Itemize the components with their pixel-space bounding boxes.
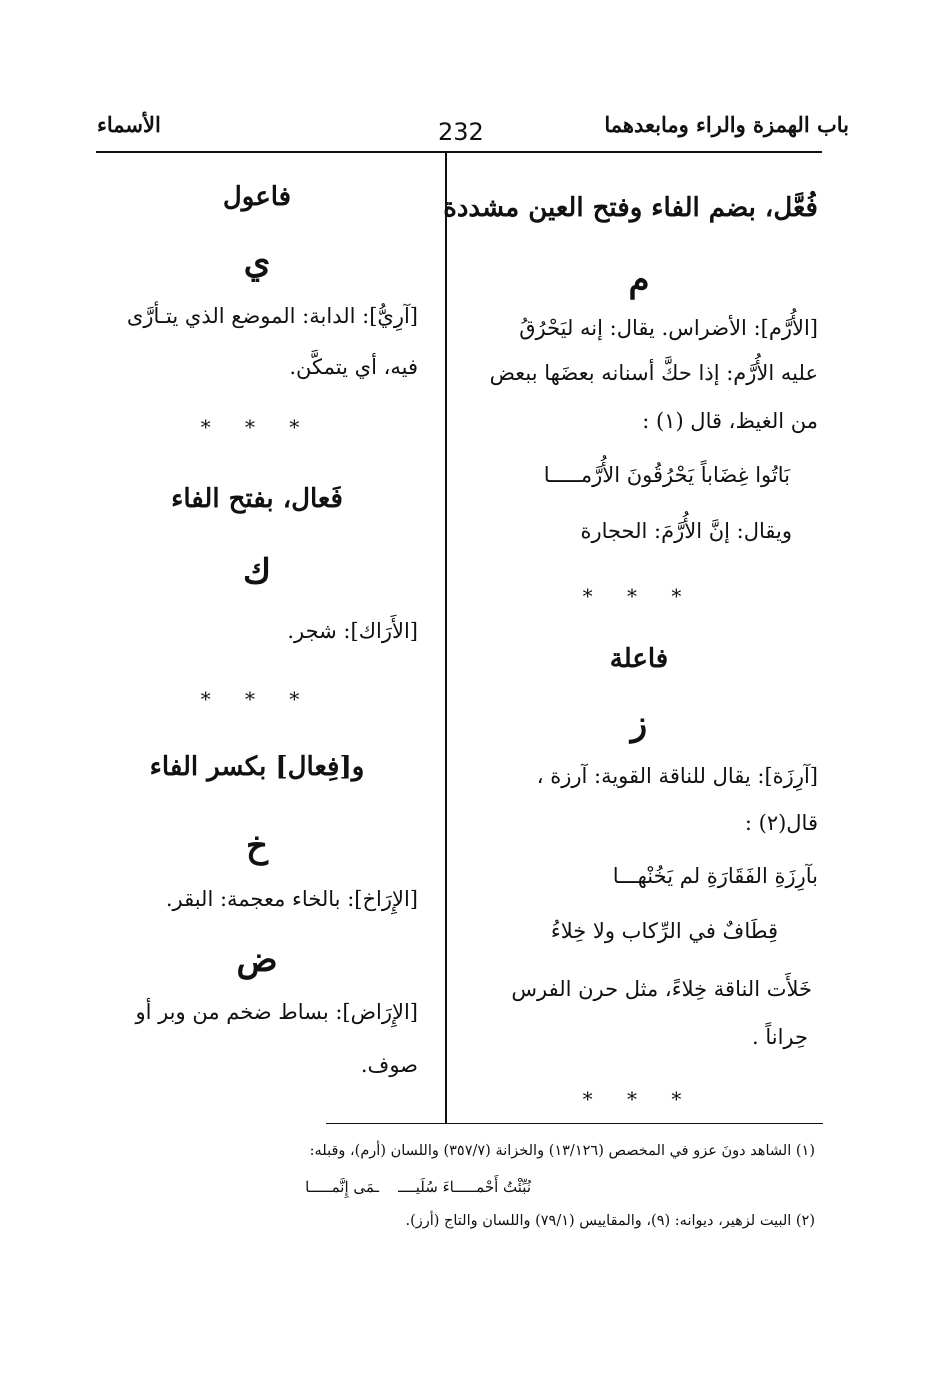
letter-heading-y: ي xyxy=(243,242,271,282)
footnote-rule xyxy=(326,1123,823,1124)
header-rule xyxy=(96,151,822,153)
heading-fiaal: و[فِعال] بكسر الفاء xyxy=(149,752,365,782)
entry-line: صوف. xyxy=(360,1053,418,1077)
letter-heading-z: ز xyxy=(630,704,648,744)
entry-line: فيه، أي يتمكَّن. xyxy=(289,355,418,379)
letter-heading-d: ض xyxy=(236,940,278,980)
column-divider xyxy=(445,152,447,1123)
entry-line: عليه الأُرَّم: إذا حكَّ أسنانه بعضَها ببعض xyxy=(489,361,818,385)
entry-line: قال(٢) : xyxy=(744,811,818,835)
entry-line: [آرِزَة]: يقال للناقة القوية: آرزة ، xyxy=(536,764,818,788)
verse-line: بَاتُوا غِضَاباً يَحْرُقُونَ الأُرَّمـــــا xyxy=(543,463,790,487)
running-header-section: الأسماء xyxy=(97,112,161,137)
entry-line: [الإِرَاض]: بساط ضخم من وبر أو xyxy=(135,1000,418,1024)
section-separator: * * * xyxy=(582,584,696,608)
heading-faila: فاعلة xyxy=(609,644,669,674)
letter-heading-k: ك xyxy=(242,552,272,592)
page-number: 232 xyxy=(438,118,484,146)
verse-line: قِطَافٌ في الرِّكاب ولا خِلاءُ xyxy=(550,919,778,943)
entry-line: خَلأَت الناقة خِلاءً، مثل حرن الفرس xyxy=(511,977,812,1001)
entry-line: حِراناً . xyxy=(752,1025,808,1049)
footnote-verse-a: نُبِّئْتُ أَحْمـــــاءَ سُلَيــــ xyxy=(398,1178,531,1196)
entry-line: [الأُرَّم]: الأضراس. يقال: إنه ليَحْرُقُ xyxy=(519,316,818,340)
heading-faul: فاعول xyxy=(222,182,292,212)
letter-heading-m: م xyxy=(628,260,650,300)
entry-line: [آرِيُّ]: الدابة: الموضع الذي يتـأرَّى xyxy=(126,304,418,328)
letter-heading-kh: خ xyxy=(246,826,268,866)
heading-fuamal: فُعَّل، بضم الفاء وفتح العين مشددة xyxy=(443,193,818,223)
section-separator: * * * xyxy=(582,1087,696,1111)
entry-line: [الإِرَاخ]: بالخاء معجمة: البقر. xyxy=(165,887,418,911)
entry-line: ويقال: إنَّ الأُرَّمَ: الحجارة xyxy=(580,519,792,543)
section-separator: * * * xyxy=(200,687,314,711)
running-header-chapter: باب الهمزة والراء ومابعدهما xyxy=(604,112,849,137)
footnote-2: (٢) البيت لزهير، ديوانه: (٩)، والمقاييس (٧٩/١) واللسان والتاج (أرز). xyxy=(405,1213,815,1229)
verse-line: بآرِزَةِ الفَقَارَةِ لم يَخُنْهـــا xyxy=(612,864,818,888)
footnote-1: (١) الشاهد دونَ عزو في المخصص (١٣/١٢٦) والخزانة (٣٥٧/٧) واللسان (أرم)، وقبله: xyxy=(309,1143,815,1159)
entry-line: من الغيظ، قال (١) : xyxy=(642,409,818,433)
footnote-verse-b: ـمَى إِنَّمـــــا xyxy=(305,1178,379,1196)
entry-line: [الأَرَاك]: شجر. xyxy=(287,619,418,643)
heading-faal: فَعال، بفتح الفاء xyxy=(171,484,343,514)
section-separator: * * * xyxy=(200,415,314,439)
